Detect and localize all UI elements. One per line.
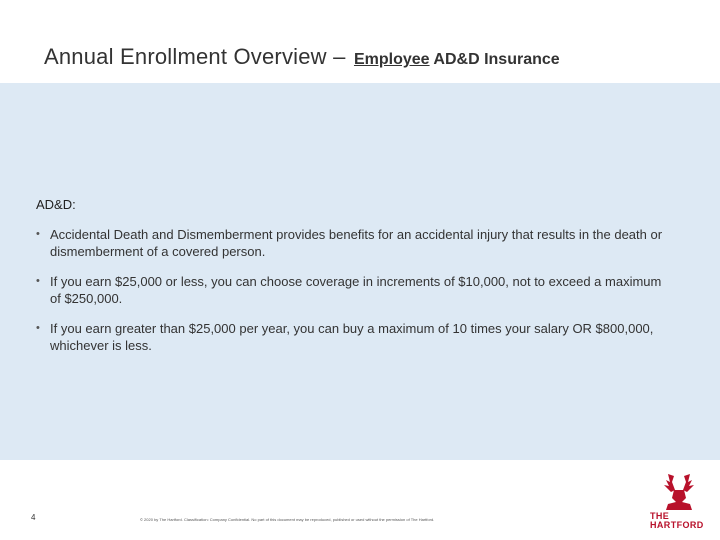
logo-wordmark xyxy=(650,512,710,530)
bullet-dot: • xyxy=(36,322,40,334)
list-item xyxy=(36,226,666,260)
bullet-text: Accidental Death and Dismemberment provides benefits for an accidental injury that results in the death or dismemberment of a covered person. xyxy=(50,227,663,259)
bullet-list xyxy=(36,226,666,367)
logo-line-1: THE xyxy=(650,511,670,521)
list-item xyxy=(36,273,666,307)
list-item xyxy=(36,320,666,354)
bullet-dot: • xyxy=(36,228,40,240)
title-subtitle xyxy=(354,51,560,68)
copyright-notice: © 2020 by The Hartford. Classification: Company Confidential. No part of this document may be reproduced, published or used without the permission of The Hartford. xyxy=(140,517,435,522)
bullet-text: If you earn greater than $25,000 per year, you can buy a maximum of 10 times your salary OR $800,000, whichever is less. xyxy=(50,321,654,353)
bullet-dot: • xyxy=(36,275,40,287)
title-main: Annual Enrollment Overview – xyxy=(44,44,346,69)
bullet-text: If you earn $25,000 or less, you can choose coverage in increments of $10,000, not to exceed a maximum of $250,000. xyxy=(50,274,662,306)
subtitle-underlined: Employee xyxy=(353,51,430,68)
subtitle-rest: AD&D Insurance xyxy=(433,51,560,68)
logo-line-2: HARTFORD xyxy=(650,520,704,530)
section-label: AD&D: xyxy=(36,197,76,212)
page-title xyxy=(44,44,560,70)
page-number: 4 xyxy=(31,513,36,522)
